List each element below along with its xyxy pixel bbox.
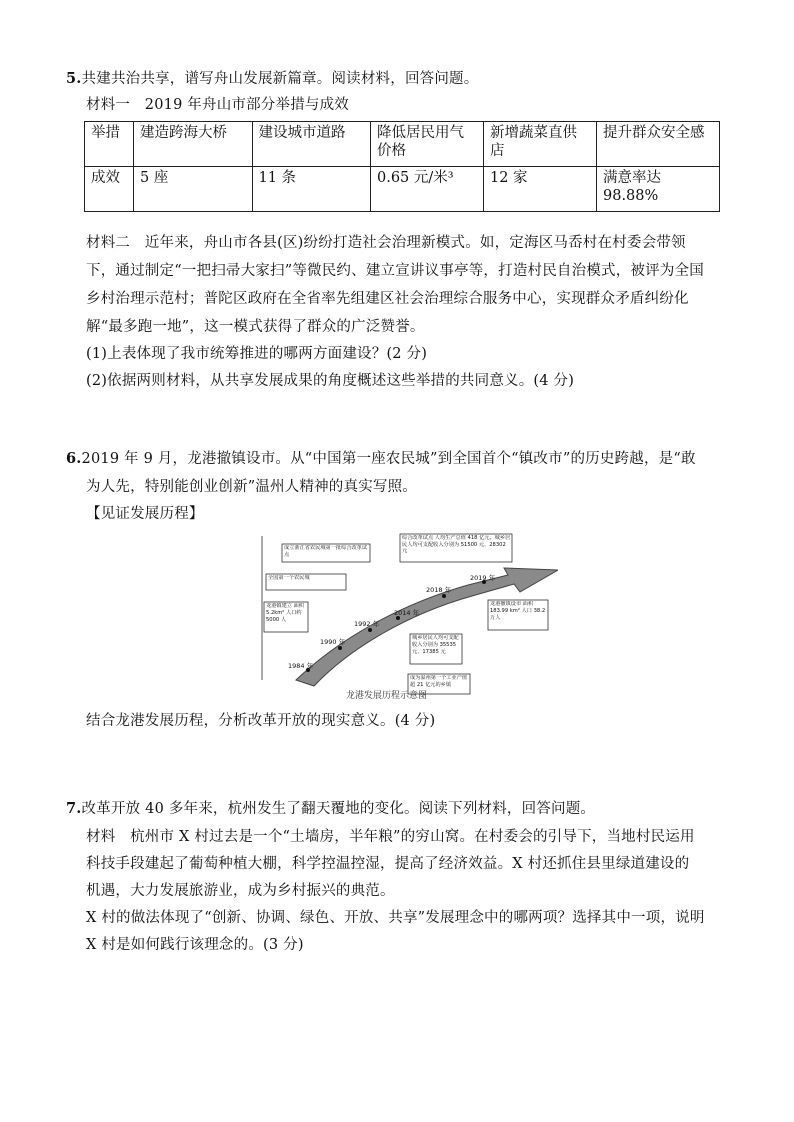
q7-material-line: 材料 杭州市 X 村过去是一个“土墙房，半年粮”的穷山窝。在村委会的引导下，当地村民运用 bbox=[86, 829, 695, 845]
q6-stem: 6.2019 年 9 月，龙港撤镇设市。从“中国第一座农民城”到全国首个“镇改市”的历史跨越，是“敢 bbox=[66, 450, 696, 467]
table-cell: 满意率达 98.88% bbox=[597, 167, 720, 212]
q7-question-line: X 村是如何践行该理念的。(3 分) bbox=[86, 937, 304, 953]
table-cell: 11 条 bbox=[252, 167, 371, 212]
table-cell: 建设城市道路 bbox=[252, 122, 371, 167]
table-cell: 举措 bbox=[85, 122, 134, 167]
q5-sub-question-1: (1)上表体现了我市统筹推进的哪两方面建设？(2 分) bbox=[86, 346, 428, 362]
year-label: 1984 年 bbox=[288, 662, 314, 670]
figure-box: 城乡居民人均可支配收入分别为 35535 元、17385 元 bbox=[412, 635, 459, 655]
q5-stem: 5.共建共治共享，谱写舟山发展新篇章。阅读材料，回答问题。 bbox=[66, 70, 479, 87]
table-header-row bbox=[85, 122, 720, 167]
year-label: 2019 年 bbox=[470, 574, 496, 582]
q5-material2-line: 下，通过制定“一把扫帚大家扫”等微民约、建立宣讲议事亭等，打造村民自治模式，被评为全国 bbox=[86, 263, 704, 279]
q5-material2-line: 乡村治理示范村；普陀区政府在全省率先组建区社会治理综合服务中心，实现群众矛盾纠纷化 bbox=[86, 291, 689, 307]
q6-number: 6. bbox=[66, 450, 82, 467]
q6-section-title: 【见证发展历程】 bbox=[86, 506, 204, 522]
measures-table bbox=[84, 121, 720, 212]
q7-material-line: 机遇，大力发展旅游业，成为乡村振兴的典范。 bbox=[86, 883, 395, 899]
table-cell: 成效 bbox=[85, 167, 134, 212]
year-label: 1992 年 bbox=[354, 620, 380, 628]
table-cell: 降低居民用气价格 bbox=[371, 122, 484, 167]
year-label: 2018 年 bbox=[426, 586, 452, 594]
figure-caption: 龙港发展历程示意图 bbox=[346, 691, 428, 701]
table-row bbox=[85, 167, 720, 212]
q7-question-line: X 村的做法体现了“创新、协调、绿色、开放、共享”发展理念中的哪两项？选择其中一项，说明 bbox=[86, 910, 705, 926]
longgang-timeline-figure bbox=[258, 530, 558, 705]
q5-sub-question-2: (2)依据两则材料，从共享发展成果的角度概述这些举措的共同意义。(4 分) bbox=[86, 373, 575, 389]
table-cell: 新增蔬菜直供店 bbox=[484, 122, 597, 167]
q5-material1-title: 材料一 2019 年舟山市部分举措与成效 bbox=[86, 97, 350, 113]
year-label: 1990 年 bbox=[320, 638, 346, 646]
q5-material2-line: 解“最多跑一地”，这一模式获得了群众的广泛赞誉。 bbox=[86, 319, 425, 335]
year-label: 2014 年 bbox=[394, 609, 420, 617]
q5-material2-line: 材料二 近年来，舟山市各县(区)纷纷打造社会治理新模式。如，定海区马岙村在村委会带领 bbox=[86, 235, 686, 251]
table-cell: 提升群众安全感 bbox=[597, 122, 720, 167]
q5-number: 5. bbox=[66, 70, 82, 87]
table-cell: 5 座 bbox=[134, 167, 253, 212]
figure-box: 龙港撤镇设市 面积 183.99 km² 人口 38.2 万人 bbox=[490, 601, 546, 621]
q6-stem-line: 为人先，特别能创业创新”温州人精神的真实写照。 bbox=[86, 479, 418, 495]
q7-stem: 7.改革开放 40 多年来，杭州发生了翻天覆地的变化。阅读下列材料，回答问题。 bbox=[66, 800, 596, 817]
q7-number: 7. bbox=[66, 800, 82, 817]
figure-box: 综合改革试点 人均生产总值 418 亿元，城乡居民人均可支配收入分别为 51500 元、28302 元 bbox=[402, 535, 511, 555]
q7-material-line: 科技手段建起了葡萄种植大棚，科学控温控湿，提高了经济效益。X 村还抓住县里绿道建设的 bbox=[86, 856, 690, 872]
q6-question: 结合龙港发展历程，分析改革开放的现实意义。(4 分) bbox=[86, 713, 436, 729]
figure-box: 龙港镇建立 面积 5.2km² 人口约 5000 人 bbox=[266, 603, 304, 623]
figure-box: 全国第一个农民城 bbox=[268, 575, 310, 581]
figure-box: 成立浙江省农民城第一批综合改革试点 bbox=[284, 545, 368, 558]
table-cell: 建造跨海大桥 bbox=[134, 122, 253, 167]
figure-box: 成为温州第一个工业产值超 21 亿元的乡镇 bbox=[410, 675, 468, 688]
table-cell: 0.65 元/米³ bbox=[371, 167, 484, 212]
table-cell: 12 家 bbox=[484, 167, 597, 212]
